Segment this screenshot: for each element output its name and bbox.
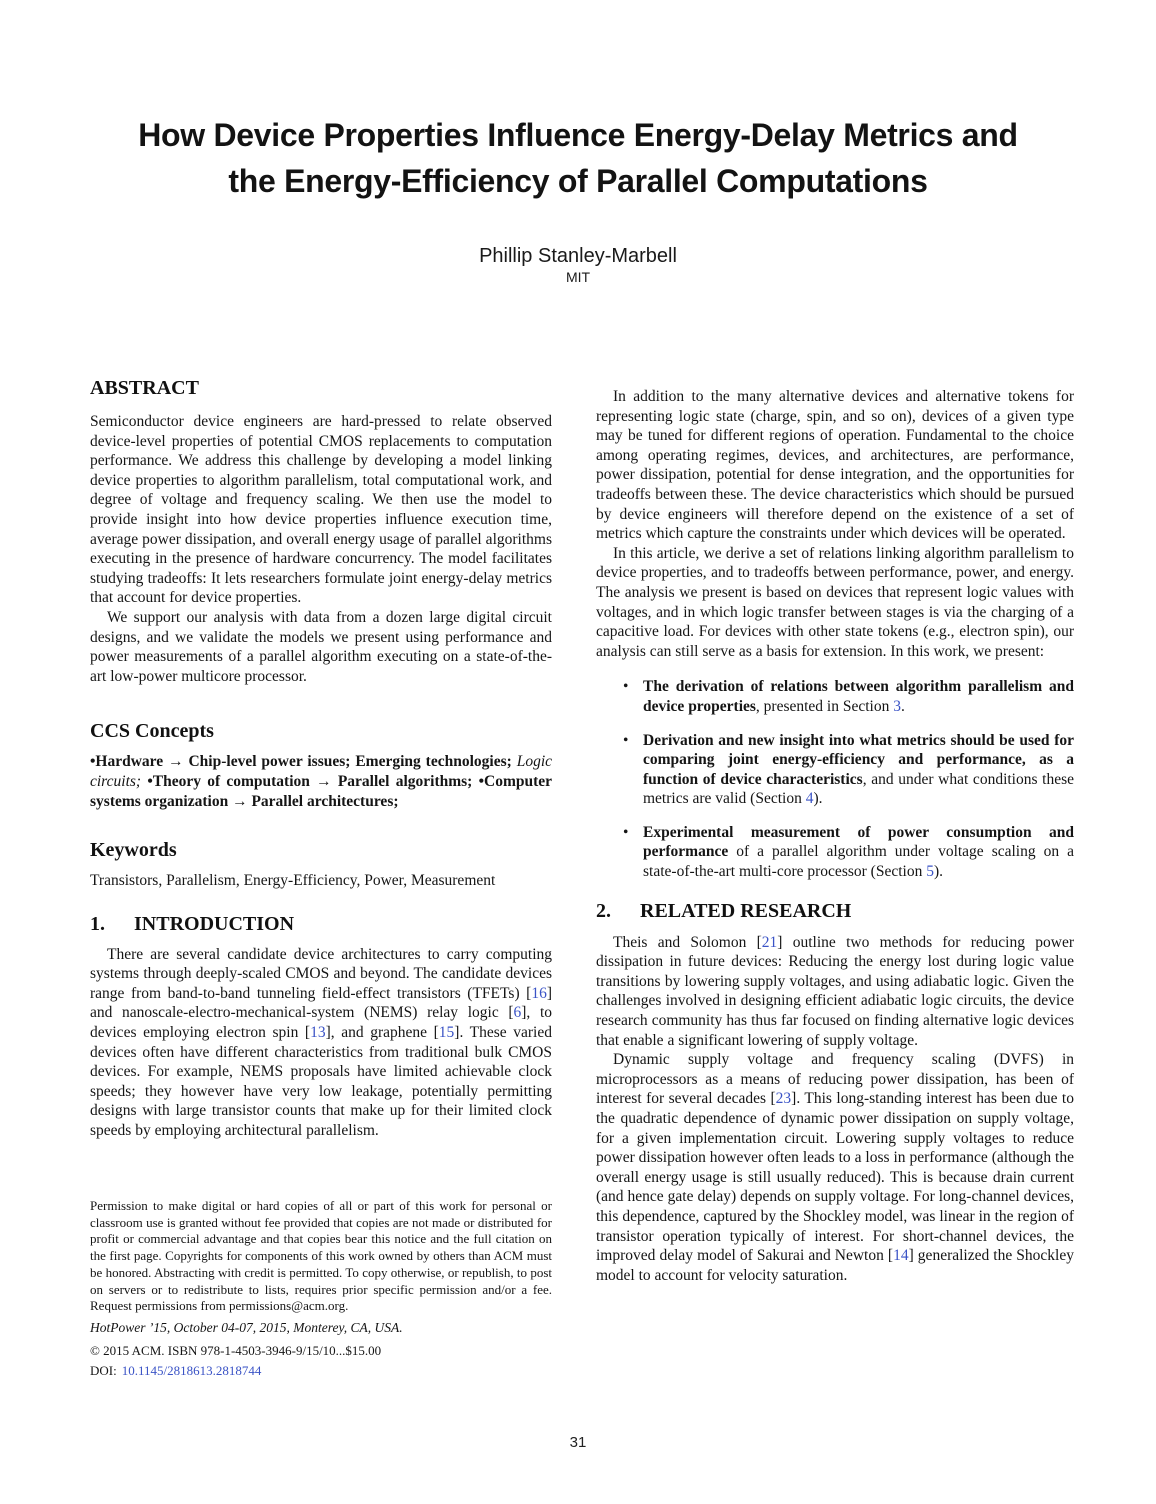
text-segment: Logic circuits; <box>90 753 553 790</box>
text-segment: ]. These varied devices often have different characteristics from traditional bulk CMOS devices. For example, NEMS proposals have limited achievable clock speeds; they however have very low leakage, potentially permitting designs with large transistor counts that make up for their limited clock speeds by employing architectural parallelism. <box>90 1024 552 1140</box>
doi-line <box>90 1363 552 1380</box>
section-number: 1. <box>90 912 105 935</box>
copyright-line: © 2015 ACM. ISBN 978-1-4503-3946-9/15/10...$15.00 <box>90 1342 382 1358</box>
list-item-derivation <box>596 677 1074 716</box>
text-segment: → <box>163 753 189 771</box>
citation-link[interactable]: 15 <box>438 1024 455 1042</box>
ccs-concepts-heading: CCS Concepts <box>90 720 214 743</box>
abstract-paragraph-2: We support our analysis with data from a dozen large digital circuit designs, and we validate the models we present using performance and power measurements of a parallel algorithm executing on a state-of-the-art low-power multicore processor. <box>90 608 552 685</box>
paper-title <box>0 112 1156 204</box>
text-segment: Experimental measurement of power consumption and performance <box>643 823 1074 861</box>
citation-link[interactable]: 21 <box>761 933 778 951</box>
text-segment: , presented in Section <box>755 697 894 715</box>
page-number: 31 <box>569 1434 587 1451</box>
text-segment: Chip-level power issues; Emerging technologies; <box>188 753 512 771</box>
citation-link[interactable]: 4 <box>805 790 814 808</box>
abstract-heading: ABSTRACT <box>90 377 199 399</box>
section-title: INTRODUCTION <box>134 912 295 935</box>
citation-link[interactable]: 16 <box>531 984 547 1002</box>
doi-link[interactable]: 10.1145/2818613.2818744 <box>121 1363 262 1379</box>
section-title: RELATED RESEARCH <box>640 899 852 922</box>
body-paragraph-devices: In addition to the many alternative devices and alternative tokens for representing logic state (charge, spin, and so on), devices of a given type may be tuned for different regions of operation. Fundamental to the choice among operating regimes, devices, and architectures, are performance, power dissipation, potential for dense integration, and the opportunities for tradeoffs between these. The device characteristics which should be pursued by device engineers will therefore depend on the existence of a set of metrics which capture the constraints under which devices will be operated. <box>596 388 1074 543</box>
text-segment: of a parallel algorithm under voltage scaling on a state-of-the-art multi-core processor (Section <box>643 843 1074 881</box>
citation-link[interactable]: 13 <box>310 1024 326 1042</box>
citation-link[interactable]: 3 <box>893 697 901 715</box>
text-segment: •Computer systems organization <box>90 772 553 810</box>
text-segment: . <box>901 697 905 715</box>
author-affiliation: MIT <box>565 269 591 285</box>
text-segment: Parallel architectures; <box>251 792 399 810</box>
introduction-heading <box>90 913 552 936</box>
paper-title-line-2: the Energy-Efficiency of Parallel Computations <box>228 163 928 199</box>
text-segment: Parallel algorithms; <box>337 772 473 790</box>
text-segment: •Theory of computation <box>147 772 310 790</box>
left-column <box>90 377 552 1141</box>
text-segment: There are several candidate device architectures to carry computing systems through deeply-scaled CMOS and beyond. The candidate devices range from band-to-band tunneling field-effect transistors (TFETs) [ <box>90 945 552 1002</box>
paper-header <box>0 112 1156 286</box>
text-segment: → <box>309 772 338 790</box>
text-segment: ] outline two methods for reducing power dissipation in future devices: Reducing the energy lost during logic value transitions by lowering supply voltages, and using adiabatic logic. Given the challenges involved in designing efficient adiabatic logic circuits, the device research community has thus far focused on finding alternative logic devices that enable a significant lowering of supply voltage. <box>596 933 1074 1049</box>
citation-link[interactable]: 6 <box>513 1004 522 1022</box>
text-segment: ], and graphene [ <box>325 1024 439 1042</box>
list-item-measurement <box>596 823 1074 882</box>
introduction-paragraph <box>90 945 552 1141</box>
text-segment: ], to devices employing electron spin [ <box>90 1004 553 1042</box>
citation-link[interactable]: 5 <box>926 863 934 881</box>
text-segment: ] and nanoscale-electro-mechanical-system (NEMS) relay logic [ <box>90 984 552 1022</box>
keywords-text: Transistors, Parallelism, Energy-Efficiency, Power, Measurement <box>90 872 496 890</box>
text-segment: ). <box>933 863 943 881</box>
text-segment: , and under what conditions these metrics are valid (Section <box>643 770 1075 808</box>
citation-link[interactable]: 14 <box>893 1247 909 1265</box>
text-segment: → <box>228 792 252 810</box>
text-segment: Theis and Solomon [ <box>613 933 762 951</box>
text-segment: Derivation and new insight into what metrics should be used for comparing joint energy-efficiency and performance, as a function of device characteristics <box>643 731 1074 788</box>
body-paragraph-relations: In this article, we derive a set of relations linking algorithm parallelism to device properties, and to tradeoffs between performance, power, and energy. The analysis we present is based on devices that represent logic values with voltages, and in which logic transfer between stages is via the charging of a capacitive load. For devices with other state tokens (e.g., electron spin), our analysis can still serve as a basis for extension. In this work, we present: <box>596 544 1074 660</box>
abstract-paragraph-1: Semiconductor device engineers are hard-pressed to relate observed device-level properties of potential CMOS replacements to computation performance. We address this challenge by developing a model linking device properties to algorithm parallelism, total computational work, and degree of voltage and frequency scaling. We then use the model to provide insight into how device properties influence execution time, average power dissipation, and overall energy usage of parallel algorithms executing in the presence of hardware concurrency. The model facilitates studying tradeoffs: It lets researchers formulate joint energy-delay metrics that account for device properties. <box>90 413 552 607</box>
footnote-block <box>90 1198 552 1380</box>
text-segment: Dynamic supply voltage and frequency scaling (DVFS) in microprocessors as a means of reducing power dissipation, has been of interest for several decades [ <box>596 1051 1074 1108</box>
section-number: 2. <box>596 899 611 922</box>
text-segment: The derivation of relations between algorithm parallelism and device properties <box>643 678 1074 715</box>
contributions-list <box>596 677 1074 881</box>
conference-info: HotPower ’15, October 04-07, 2015, Monterey, CA, USA. <box>90 1319 403 1335</box>
citation-link[interactable]: 23 <box>775 1090 792 1108</box>
text-segment: ). <box>813 790 823 808</box>
ccs-concepts-text <box>90 752 552 811</box>
related-paragraph-1 <box>596 933 1074 1051</box>
right-column <box>596 377 1074 1285</box>
related-research-heading <box>596 900 1074 923</box>
related-paragraph-2 <box>596 1050 1074 1285</box>
keywords-heading: Keywords <box>90 839 177 862</box>
list-item-metrics <box>596 731 1074 809</box>
author-name: Phillip Stanley-Marbell <box>479 245 677 267</box>
text-segment: ] generalized the Shockley model to account for velocity saturation. <box>596 1247 1074 1284</box>
text-segment: •Hardware <box>90 753 164 771</box>
permission-notice: Permission to make digital or hard copies of all or part of this work for personal or classroom use is granted without fee provided that copies are not made or distributed for profit or commercial advantage and that copies bear this notice and the full citation on the first page. Copyrights for components of this work owned by others than ACM must be honored. Abstracting with credit is permitted. To copy otherwise, or republish, to post on servers or to redistribute to lists, requires prior specific permission and/or a fee. Request permissions from permissions@acm.org. <box>90 1198 552 1314</box>
doi-label: DOI: <box>90 1363 117 1379</box>
text-segment: ]. This long-standing interest has been due to the quadratic dependence of dynamic power dissipation on supply voltage, for a given implementation circuit. Lowering supply voltages to reduce power dissipation however often leads to a loss in performance (although the overall energy usage is still usually reduced). This is because drain current (and hence gate delay) depends on supply voltage. For long-channel devices, this dependence, captured by the Shockley model, was linear in the region of transistor operation typically of interest. For short-channel devices, the improved delay model of Sakurai and Newton [ <box>596 1090 1074 1265</box>
paper-title-line-1: How Device Properties Influence Energy-Delay Metrics and <box>138 117 1018 153</box>
